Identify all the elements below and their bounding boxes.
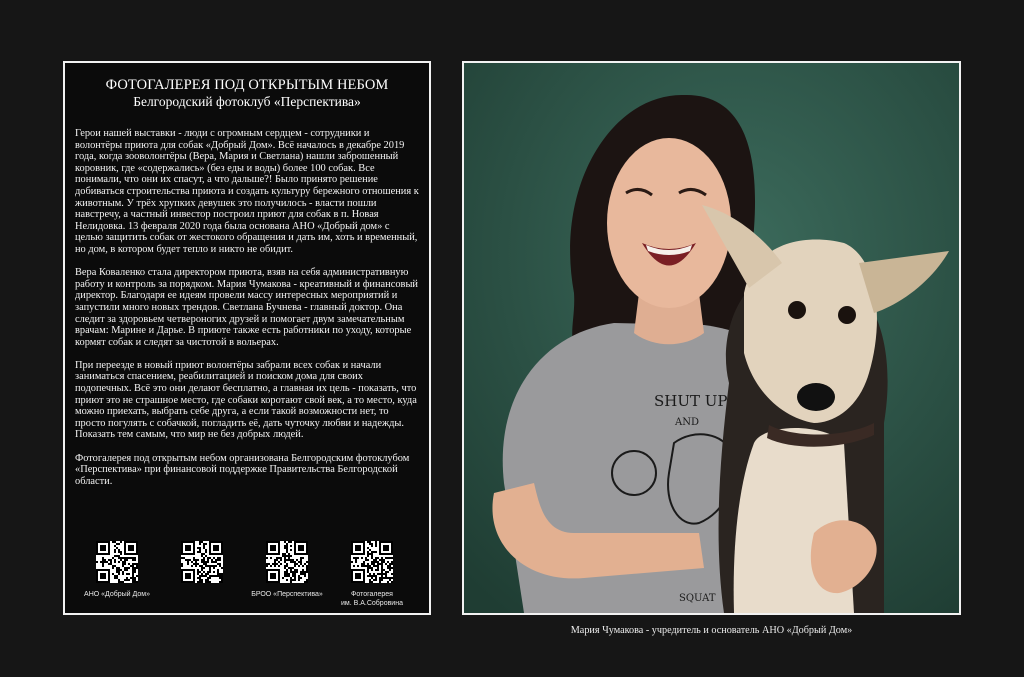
paragraph-team: Вера Коваленко стала директором приюта, взяв на себя административную работу и контроль за порядком. Мария Чумакова - креативный и финансовый директор. Благодаря ее идеям провели массу интересных мероприятий и запустили много новых трендов. Светлана Бучнева - главный доктор. Она следит за здоровьем четвероногих друзей и помогает двум замечательным врачам: Марине и Дарье. В приюте также есть работники по уходу, которые кормят собак и следят за чистотой в вольерах. [75, 267, 418, 348]
qr-item-gallery[interactable] [327, 541, 417, 608]
qr-code-icon[interactable] [266, 541, 308, 583]
qr-code-icon[interactable] [351, 541, 393, 583]
panel-subtitle: Белгородский фотоклуб «Перспектива» [133, 94, 361, 109]
dog-eye-right [838, 306, 856, 324]
dog-eye-left [788, 301, 806, 319]
dog-nose [797, 383, 835, 411]
panel-title: ФОТОГАЛЕРЕЯ ПОД ОТКРЫТЫМ НЕБОМ [105, 77, 389, 93]
portrait-photo [462, 61, 961, 615]
paragraph-history: Герои нашей выставки - люди с огромным сердцем - сотрудники и волонтёры приюта для собак «Добрый Дом». Всё началось в декабре 2019 года, когда зооволонтёры (Вера, Мария и Светлана) нашли заброшенный коровник, где «содержались» (без еды и воды) более 100 собак. Все понимали, что они их спасут, а что дальше?! Было принято решение добиваться строительства приюта и создать культуру бережного отношения к животным. У трёх хрупких девушек это получилось - власти пошли навстречу, а частный инвестор построил приют для собак в п. Новая Нелидовка. 13 февраля 2020 года была основана АНО «Добрый дом» с целью защитить собак от жестокого обращения и дать им, хоть и временный, но дом, в котором будет тепло и никто не обидит. [75, 128, 419, 255]
qr-item-perspektiva[interactable] [242, 541, 332, 600]
qr-label: Фотогалерея им. В.А.Собровина [341, 591, 403, 607]
photo-caption: Мария Чумакова - учредитель и основатель АНО «Добрый Дом» [570, 625, 853, 636]
shirt-print-line2: AND [675, 417, 699, 428]
portrait-illustration [464, 63, 959, 613]
qr-label: БРОО «Перспектива» [251, 591, 323, 598]
shirt-print-line1: SHUT UP [654, 392, 728, 410]
paragraph-mission: При переезде в новый приют волонтёры забрали всех собак и начали заниматься спасением, реабилитацией и поиском дома для своих подопечных. Всё это они делают бесплатно, а главная их цель - показать, что приют это не страшное место, где собаки коротают свой век, а то место, куда можно приехать, выбрать себе друга, а если такой возможности нет, то просто погулять с собачкой, погладить её, дать чуточку любви и надежды. Показать тем самым, что мир не без добрых людей. [75, 359, 417, 441]
qr-item-unlabeled[interactable] [157, 541, 247, 591]
paragraph-sponsor: Фотогалерея под открытым небом организована Белгородским фотоклубом «Перспектива» при финансовой поддержке Правительства Белгородской области. [75, 452, 410, 487]
qr-code-icon[interactable] [96, 541, 138, 583]
qr-code-row [65, 541, 429, 611]
qr-item-dobry-dom[interactable] [72, 541, 162, 600]
shirt-print-line3: SQUAT [679, 593, 716, 604]
info-panel [63, 61, 431, 615]
qr-label: АНО «Добрый Дом» [84, 591, 150, 598]
qr-code-icon[interactable] [181, 541, 223, 583]
